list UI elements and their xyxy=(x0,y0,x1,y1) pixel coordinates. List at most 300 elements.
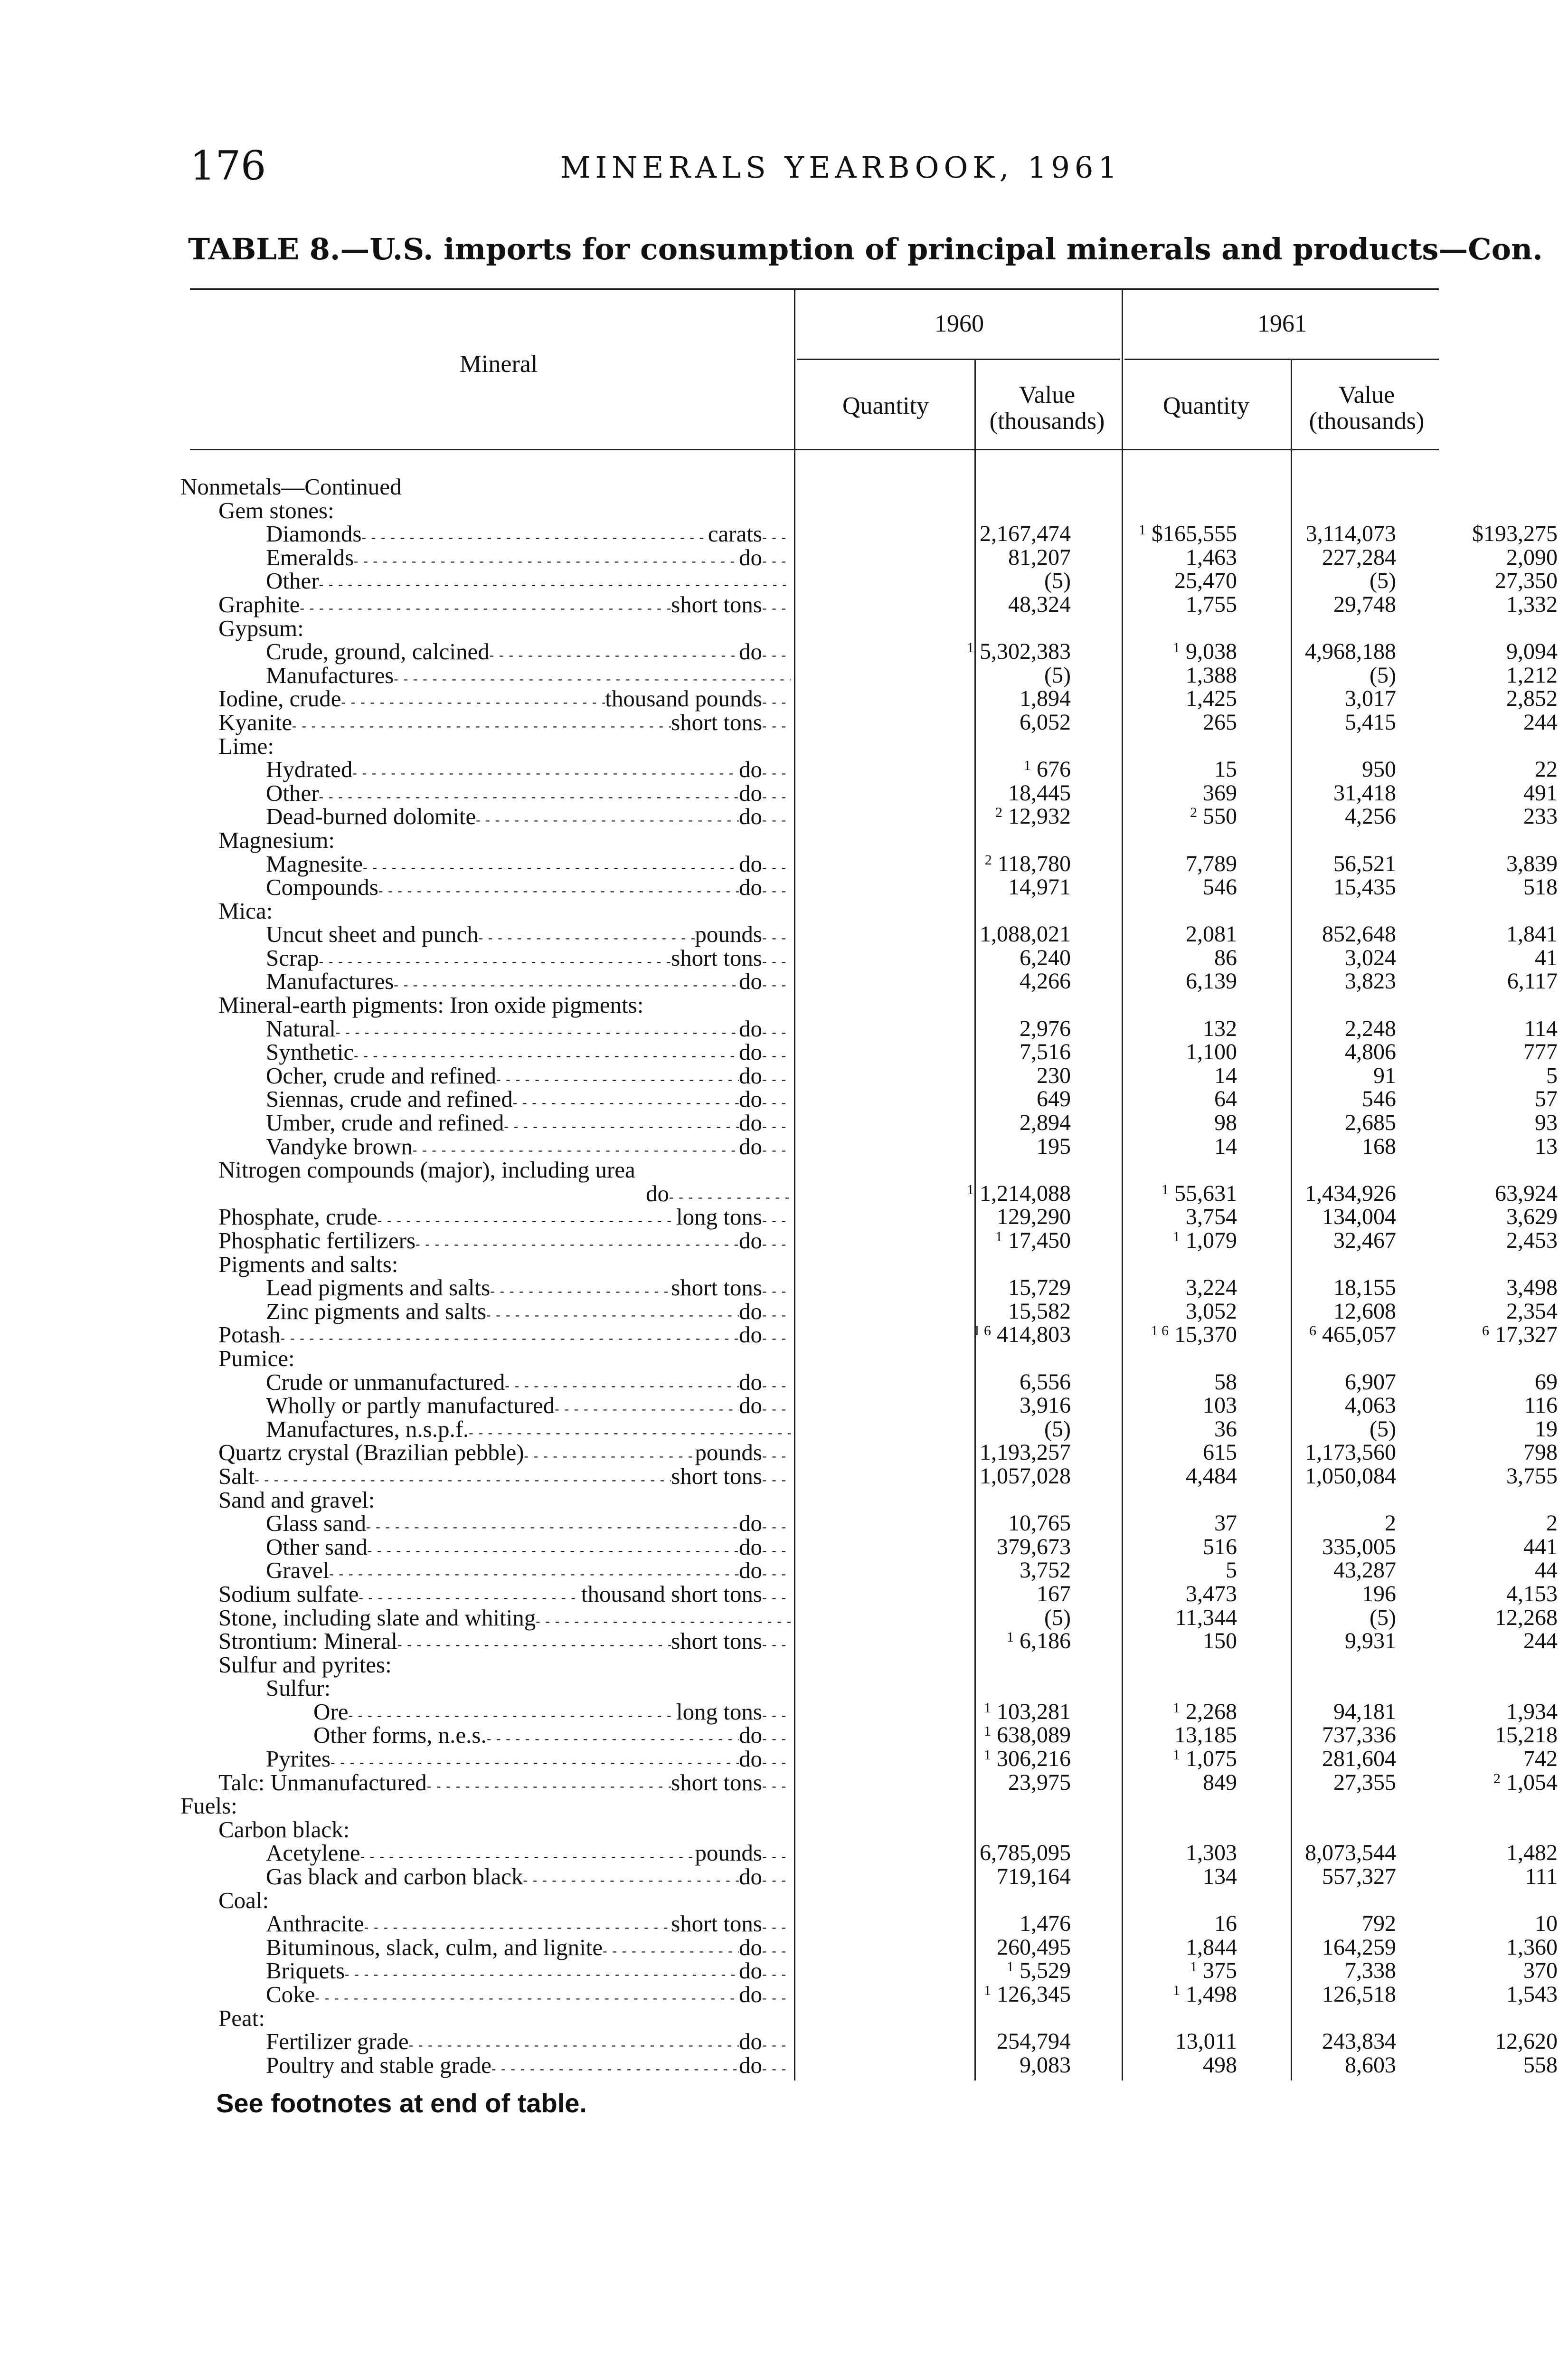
cell-quantity-1960: 7,516 xyxy=(1020,1039,1071,1065)
row-unit: pounds xyxy=(695,1840,762,1866)
row-unit: do xyxy=(739,1722,762,1748)
cell-value-1961: $^6$ 17,327 xyxy=(1482,1322,1558,1348)
cell-quantity-1960: 14,971 xyxy=(1008,874,1071,900)
row-label: Stone, including slate and whiting - - - xyxy=(218,1606,791,1630)
table-row xyxy=(180,921,1558,948)
row-label: Pumice: xyxy=(218,1345,295,1371)
cell-value-1961: 1,934 xyxy=(1506,1699,1558,1724)
cell-quantity-1961: 4,063 xyxy=(1345,1393,1396,1418)
cell-value-1960: 6,139 xyxy=(1186,969,1237,994)
row-label: Synthetic - - - do - - - xyxy=(266,1040,791,1064)
cell-value-1961: 5 xyxy=(1546,1063,1558,1088)
header-value-1960: Value (thousands) xyxy=(989,381,1105,435)
row-label: Mica: xyxy=(218,897,273,924)
cell-quantity-1960: 379,673 xyxy=(997,1534,1071,1559)
row-unit: do xyxy=(739,1227,762,1254)
row-label: Mineral-earth pigments: Iron oxide pigments: xyxy=(218,992,644,1018)
cell-quantity-1961: 126,518 xyxy=(1322,1982,1396,2007)
row-label: Quartz crystal (Brazilian pebble) - - - pounds - - - xyxy=(218,1441,791,1464)
cell-quantity-1961: 15,435 xyxy=(1333,874,1396,900)
table-row xyxy=(180,1769,1558,1796)
cell-quantity-1960: $^1$ 5,302,383 xyxy=(967,639,1071,665)
cell-value-1960: $^1$ 2,268 xyxy=(1173,1699,1237,1724)
cell-value-1961: 2 xyxy=(1546,1510,1558,1536)
cell-quantity-1960: $^1$ 17,450 xyxy=(995,1228,1071,1253)
cell-value-1960: 1,388 xyxy=(1186,662,1237,688)
row-unit: carats xyxy=(708,521,762,547)
cell-quantity-1961: 12,608 xyxy=(1333,1298,1396,1324)
row-unit: do xyxy=(739,2052,762,2078)
cell-quantity-1960: 4,266 xyxy=(1020,969,1071,994)
cell-value-1961: 2,090 xyxy=(1506,544,1558,570)
page-number: 176 xyxy=(190,142,266,189)
table-row xyxy=(180,850,1558,877)
row-label: Phosphate, crude - - - long tons - - - xyxy=(218,1205,791,1229)
cell-value-1960: 14 xyxy=(1214,1133,1237,1159)
cell-quantity-1961: 4,256 xyxy=(1345,804,1396,829)
cell-quantity-1961: 950 xyxy=(1362,757,1396,782)
cell-value-1960: 3,473 xyxy=(1186,1581,1237,1606)
table-row xyxy=(180,1392,1558,1419)
header-year-1960: 1960 xyxy=(935,310,984,337)
table-body xyxy=(180,474,1558,2078)
cell-quantity-1960: (5) xyxy=(1044,1416,1071,1442)
row-label: Fuels: xyxy=(180,1793,237,1819)
cell-quantity-1960: 230 xyxy=(1037,1063,1071,1088)
table-row xyxy=(180,1934,1558,1960)
table-row xyxy=(180,1533,1558,1560)
footnote-ref: 2 xyxy=(995,805,1002,821)
row-label: Bituminous, slack, culm, and lignite - - - do - - - xyxy=(266,1936,791,1959)
cell-value-1960: 37 xyxy=(1214,1510,1237,1536)
cell-quantity-1960: $^1$ 676 xyxy=(1024,757,1071,782)
table-row xyxy=(180,1698,1558,1725)
cell-value-1960: 103 xyxy=(1203,1393,1237,1418)
table-row xyxy=(180,1274,1558,1301)
year-subrule-1960 xyxy=(797,359,1120,360)
cell-quantity-1961: 134,004 xyxy=(1322,1204,1396,1230)
cell-value-1961: 12,268 xyxy=(1495,1605,1558,1630)
table-row xyxy=(180,1227,1558,1254)
cell-quantity-1960: 260,495 xyxy=(997,1934,1071,1960)
row-unit: do xyxy=(739,638,762,665)
row-label: Nitrogen compounds (major), including urea xyxy=(218,1157,635,1183)
row-unit: short tons xyxy=(671,944,762,971)
cell-quantity-1960: 129,290 xyxy=(997,1204,1071,1230)
footnote-ref: 1 xyxy=(1173,1747,1180,1763)
cell-quantity-1960: 15,582 xyxy=(1008,1298,1071,1324)
cell-quantity-1961: (5) xyxy=(1370,1416,1396,1442)
cell-quantity-1960: 9,083 xyxy=(1020,2052,1071,2078)
row-unit: do xyxy=(739,1981,762,2007)
footnote-ref: 1 xyxy=(967,1181,974,1197)
cell-value-1961: 244 xyxy=(1523,1628,1558,1654)
row-label: Other - - - xyxy=(266,569,791,593)
footnote-ref: 1 xyxy=(1162,1181,1169,1197)
table-row xyxy=(180,1580,1558,1607)
cell-quantity-1961: 3,017 xyxy=(1345,686,1396,712)
cell-quantity-1960: 2,976 xyxy=(1020,1016,1071,1041)
row-label: Strontium: Mineral - - - short tons - - - xyxy=(218,1629,791,1653)
cell-value-1961: 1,841 xyxy=(1506,922,1558,947)
cell-quantity-1960: 48,324 xyxy=(1008,591,1071,617)
row-label: Uncut sheet and punch - - - pounds - - - xyxy=(266,922,791,946)
cell-quantity-1960: $^1$ 126,345 xyxy=(984,1982,1071,2007)
footnote-ref: 1 xyxy=(984,1700,991,1716)
cell-value-1960: 1,844 xyxy=(1186,1934,1237,1960)
row-label: Glass sand - - - do - - - xyxy=(266,1511,791,1535)
cell-value-1961: 3,498 xyxy=(1506,1275,1558,1301)
table-row xyxy=(180,1722,1558,1748)
cell-quantity-1961: 3,024 xyxy=(1345,945,1396,970)
cell-quantity-1960: 10,765 xyxy=(1008,1510,1071,1536)
cell-value-1961: 441 xyxy=(1523,1534,1558,1559)
row-label: Other forms, n.e.s. - - - do - - - xyxy=(313,1723,791,1747)
table-row xyxy=(180,1110,1558,1136)
table-row xyxy=(180,828,1439,852)
cell-value-1960: 25,470 xyxy=(1174,568,1237,594)
cell-value-1960: 546 xyxy=(1203,874,1237,900)
cell-quantity-1961: (5) xyxy=(1370,662,1396,688)
row-label: Coke - - - do - - - xyxy=(266,1983,791,2006)
cell-quantity-1960: $^1$ 306,216 xyxy=(984,1746,1071,1772)
cell-quantity-1960: (5) xyxy=(1044,1605,1071,1630)
table-row xyxy=(180,662,1558,688)
cell-quantity-1960: 3,752 xyxy=(1020,1558,1071,1583)
cell-quantity-1960: $^1$ 6,186 xyxy=(1007,1628,1071,1654)
cell-quantity-1961: 1,173,560 xyxy=(1305,1440,1396,1465)
table-row xyxy=(180,2006,1439,2030)
row-unit: short tons xyxy=(671,1463,762,1489)
cell-value-1961: 370 xyxy=(1523,1958,1558,1984)
row-unit: pounds xyxy=(695,1439,762,1466)
cell-value-1961: 6,117 xyxy=(1507,969,1558,994)
cell-quantity-1961: (5) xyxy=(1370,1605,1396,1630)
footnote-ref: 2 xyxy=(1190,805,1197,821)
row-unit: do xyxy=(739,1015,762,1042)
cell-quantity-1961: 557,327 xyxy=(1322,1864,1396,1890)
cell-value-1960: 13,185 xyxy=(1174,1722,1237,1748)
row-unit: short tons xyxy=(671,1628,762,1654)
cell-quantity-1960: 81,207 xyxy=(1008,544,1071,570)
footnote-note: See footnotes at end of table. xyxy=(216,2088,587,2118)
row-label: Siennas, crude and refined - - - do - - - xyxy=(266,1087,791,1111)
row-unit: do xyxy=(739,1110,762,1136)
row-label: Wholly or partly manufactured - - - do - - - xyxy=(266,1394,791,1417)
row-label: Vandyke brown - - - do - - - xyxy=(266,1135,791,1159)
row-label: Salt - - - short tons - - - xyxy=(218,1464,791,1488)
row-unit: do xyxy=(739,1863,762,1890)
cell-value-1961: 93 xyxy=(1535,1110,1558,1136)
row-unit: long tons xyxy=(676,1698,762,1725)
table-row xyxy=(180,2028,1558,2055)
cell-value-1961: 63,924 xyxy=(1495,1180,1558,1206)
row-unit: do xyxy=(739,544,762,570)
cell-value-1961: 69 xyxy=(1535,1369,1558,1395)
footnote-ref: 6 xyxy=(1482,1323,1489,1339)
row-unit: short tons xyxy=(671,1769,762,1796)
cell-value-1960: 498 xyxy=(1203,2052,1237,2078)
footnote-ref: 1 xyxy=(1173,1229,1180,1244)
cell-value-1961: 742 xyxy=(1523,1746,1558,1772)
cell-value-1961: 44 xyxy=(1535,1558,1558,1583)
cell-value-1960: $^1$ 1,075 xyxy=(1173,1746,1237,1772)
cell-value-1961: 558 xyxy=(1523,2052,1558,2078)
table-row xyxy=(180,1347,1439,1370)
row-unit: do xyxy=(739,2028,762,2055)
table-row xyxy=(180,1463,1558,1489)
table-row xyxy=(180,2052,1558,2078)
row-unit: do xyxy=(739,850,762,877)
cell-value-1961: 22 xyxy=(1535,757,1558,782)
footnote-ref: 1 6 xyxy=(1151,1323,1169,1339)
row-unit: do xyxy=(739,1392,762,1419)
cell-value-1961: 3,755 xyxy=(1506,1463,1558,1489)
cell-value-1960: 11,344 xyxy=(1175,1605,1237,1630)
cell-quantity-1960: 1,193,257 xyxy=(980,1440,1071,1465)
cell-quantity-1961: 227,284 xyxy=(1322,544,1396,570)
cell-value-1961: 4,153 xyxy=(1506,1581,1558,1606)
row-label: Other - - - do - - - xyxy=(266,781,791,805)
table-row xyxy=(180,1794,1439,1818)
table-row xyxy=(180,1557,1558,1584)
cell-quantity-1960: 3,916 xyxy=(1020,1393,1071,1418)
table-row xyxy=(180,899,1439,923)
cell-value-1960: 3,754 xyxy=(1186,1204,1237,1230)
row-label: Crude or unmanufactured - - - do - - - xyxy=(266,1370,791,1394)
footnote-ref: 1 xyxy=(1024,758,1031,774)
cell-value-1960: 64 xyxy=(1214,1086,1237,1112)
table-row xyxy=(180,685,1558,712)
cell-quantity-1960: 6,785,095 xyxy=(980,1840,1071,1866)
cell-value-1960: 2,081 xyxy=(1186,922,1237,947)
table-row xyxy=(180,1628,1558,1654)
cell-quantity-1961: 5,415 xyxy=(1345,709,1396,735)
row-label: Gypsum: xyxy=(218,615,304,641)
cell-quantity-1961: 43,287 xyxy=(1333,1558,1396,1583)
row-unit: long tons xyxy=(676,1204,762,1230)
row-label: Peat: xyxy=(218,2004,265,2031)
cell-value-1961: 15,218 xyxy=(1495,1722,1558,1748)
table-row xyxy=(180,874,1558,901)
cell-value-1960: 4,484 xyxy=(1186,1463,1237,1489)
cell-value-1961: 233 xyxy=(1523,804,1558,829)
cell-quantity-1960: 649 xyxy=(1037,1086,1071,1112)
cell-quantity-1961: 27,355 xyxy=(1333,1769,1396,1795)
cell-value-1960: 98 xyxy=(1214,1110,1237,1136)
cell-quantity-1960: (5) xyxy=(1044,568,1071,594)
footnote-ref: 1 xyxy=(1190,1959,1197,1975)
row-unit: do xyxy=(739,1510,762,1537)
footnote-ref: 2 xyxy=(1493,1770,1501,1786)
row-label: Dead-burned dolomite - - - do - - - xyxy=(266,805,791,828)
row-unit: do xyxy=(739,756,762,783)
cell-value-1960: 15 xyxy=(1214,757,1237,782)
cell-value-1960: 849 xyxy=(1203,1769,1237,1795)
cell-quantity-1961: $^6$ 465,057 xyxy=(1309,1322,1396,1348)
row-label: Phosphatic fertilizers - - - do - - - xyxy=(218,1229,791,1253)
table-row xyxy=(180,779,1558,806)
cell-quantity-1961: 8,073,544 xyxy=(1305,1840,1396,1866)
row-label: Hydrated - - - do - - - xyxy=(266,758,791,781)
header-bottom-rule xyxy=(190,449,1439,450)
row-label: Pyrites - - - do - - - xyxy=(266,1747,791,1771)
cell-value-1960: 5 xyxy=(1226,1558,1237,1583)
cell-value-1961: 19 xyxy=(1535,1416,1558,1442)
cell-quantity-1961: 737,336 xyxy=(1322,1722,1396,1748)
cell-value-1961: 2,852 xyxy=(1506,686,1558,712)
table-row xyxy=(180,1439,1558,1466)
cell-value-1960: $^1$ 375 xyxy=(1190,1958,1237,1984)
cell-value-1961: 1,482 xyxy=(1506,1840,1558,1866)
row-unit: do xyxy=(739,1746,762,1772)
cell-quantity-1960: $^1$ 1,214,088 xyxy=(967,1180,1071,1206)
table-row xyxy=(180,1910,1558,1937)
footnote-ref: 1 xyxy=(1173,1700,1180,1716)
header-quantity-1961: Quantity xyxy=(1163,392,1249,419)
row-unit: do xyxy=(739,1298,762,1324)
table-row xyxy=(180,1253,1439,1276)
cell-quantity-1961: 281,604 xyxy=(1322,1746,1396,1772)
footnote-ref: 1 xyxy=(984,1747,991,1763)
cell-quantity-1960: $^1$ 103,281 xyxy=(984,1699,1071,1724)
cell-value-1961: 3,629 xyxy=(1506,1204,1558,1230)
row-label: Potash - - - do - - - xyxy=(218,1323,791,1347)
table-row xyxy=(180,1488,1439,1512)
footnote-ref: 1 xyxy=(1173,1983,1180,1998)
cell-quantity-1961: 8,603 xyxy=(1345,2052,1396,2078)
cell-value-1961: 1,212 xyxy=(1506,662,1558,688)
table-row xyxy=(180,521,1558,547)
row-label: Gravel - - - do - - - xyxy=(266,1558,791,1582)
row-unit: do xyxy=(739,1039,762,1065)
table-row xyxy=(180,1604,1558,1631)
table-row xyxy=(180,1157,1558,1206)
row-unit: do xyxy=(739,1321,762,1348)
cell-quantity-1960: 1,476 xyxy=(1020,1911,1071,1937)
table-row xyxy=(180,1086,1558,1112)
row-unit: do xyxy=(739,803,762,830)
cell-value-1960: 3,224 xyxy=(1186,1275,1237,1301)
cell-value-1960: 3,052 xyxy=(1186,1298,1237,1324)
cell-quantity-1960: 6,052 xyxy=(1020,709,1071,735)
table-row xyxy=(180,1981,1558,2007)
row-label: Poultry and stable grade - - - do - - - xyxy=(266,2053,791,2077)
row-label: Briquets - - - do - - - xyxy=(266,1959,791,1983)
cell-quantity-1961: 1,050,084 xyxy=(1305,1463,1396,1489)
table-row xyxy=(180,1204,1558,1230)
cell-value-1960: 132 xyxy=(1203,1016,1237,1041)
table-row xyxy=(180,591,1558,618)
table-top-rule xyxy=(190,288,1439,290)
cell-value-1961: $193,275 xyxy=(1472,521,1558,547)
row-label: Talc: Unmanufactured - - - short tons - - - xyxy=(218,1771,791,1795)
row-unit: do xyxy=(739,1133,762,1159)
row-label: Sodium sulfate - - - thousand short tons - - - xyxy=(218,1582,791,1606)
cell-value-1960: 58 xyxy=(1214,1369,1237,1395)
footnote-ref: 6 xyxy=(1309,1323,1316,1339)
footnote-ref: 1 xyxy=(1007,1959,1014,1975)
cell-quantity-1961: 335,005 xyxy=(1322,1534,1396,1559)
cell-quantity-1961: 4,968,188 xyxy=(1305,639,1396,665)
cell-value-1961: 2,453 xyxy=(1506,1228,1558,1253)
row-label: Nonmetals—Continued xyxy=(180,474,402,500)
footnote-ref: 1 xyxy=(1139,522,1146,538)
cell-value-1960: 36 xyxy=(1214,1416,1237,1442)
row-label: Umber, crude and refined - - - do - - - xyxy=(266,1111,791,1135)
cell-quantity-1961: 29,748 xyxy=(1333,591,1396,617)
table-row xyxy=(180,1133,1558,1159)
cell-quantity-1961: 9,931 xyxy=(1345,1628,1396,1654)
cell-quantity-1961: 164,259 xyxy=(1322,1934,1396,1960)
cell-value-1960: 265 xyxy=(1203,709,1237,735)
cell-quantity-1961: 3,823 xyxy=(1345,969,1396,994)
cell-quantity-1960: 2,894 xyxy=(1020,1110,1071,1136)
footnote-ref: 1 xyxy=(984,1983,991,1998)
table-row xyxy=(180,803,1558,830)
table-row xyxy=(180,1863,1558,1890)
cell-value-1961: 1,332 xyxy=(1506,591,1558,617)
cell-value-1961: 1,360 xyxy=(1506,1934,1558,1960)
row-label: Iodine, crude - - - thousand pounds - - - xyxy=(218,687,791,711)
cell-quantity-1960: $^1$ 638,089 xyxy=(984,1722,1071,1748)
cell-value-1960: 14 xyxy=(1214,1063,1237,1088)
cell-quantity-1961: 18,155 xyxy=(1333,1275,1396,1301)
table-row xyxy=(180,1510,1558,1537)
table-row xyxy=(180,944,1558,971)
cell-value-1960: $^{1 6}$ 15,370 xyxy=(1151,1322,1237,1348)
cell-quantity-1960: 23,975 xyxy=(1008,1769,1071,1795)
cell-quantity-1961: 1,434,926 xyxy=(1305,1180,1396,1206)
cell-value-1961: 111 xyxy=(1525,1864,1558,1890)
cell-quantity-1960: 6,556 xyxy=(1020,1369,1071,1395)
table-row xyxy=(180,475,1439,499)
row-label: Diamonds - - - carats - - - xyxy=(266,522,791,546)
cell-value-1961: 777 xyxy=(1523,1039,1558,1065)
cell-value-1961: 10 xyxy=(1535,1911,1558,1937)
year-subrule-1961 xyxy=(1124,359,1439,360)
row-label: Emeralds - - - do - - - xyxy=(266,546,791,570)
footnote-ref: 2 xyxy=(984,852,992,868)
cell-value-1960: 86 xyxy=(1214,945,1237,970)
cell-quantity-1961: 32,467 xyxy=(1333,1228,1396,1253)
cell-quantity-1961: 56,521 xyxy=(1333,851,1396,876)
cell-value-1960: 1,463 xyxy=(1186,544,1237,570)
row-unit: thousand short tons xyxy=(581,1580,762,1607)
row-label: Carbon black: xyxy=(218,1816,350,1843)
cell-value-1960: 134 xyxy=(1203,1864,1237,1890)
cell-quantity-1960: 254,794 xyxy=(997,2029,1071,2054)
cell-quantity-1960: 1,057,028 xyxy=(980,1463,1071,1489)
cell-value-1961: 1,543 xyxy=(1506,1982,1558,2007)
row-label: Kyanite - - - short tons - - - xyxy=(218,711,791,734)
table-row xyxy=(180,709,1558,735)
cell-value-1960: $^1$ 9,038 xyxy=(1173,639,1237,665)
footnote-ref: 1 xyxy=(1173,640,1180,656)
cell-value-1961: 13 xyxy=(1535,1133,1558,1159)
row-label: Crude, ground, calcined - - - do - - - xyxy=(266,640,791,664)
row-label: Compounds - - - do - - - xyxy=(266,875,791,899)
cell-value-1961: 57 xyxy=(1535,1086,1558,1112)
row-unit: short tons xyxy=(671,1910,762,1937)
cell-value-1961: 244 xyxy=(1523,709,1558,735)
cell-quantity-1961: 2 xyxy=(1385,1510,1396,1536)
row-unit: do xyxy=(739,1533,762,1560)
row-unit: do xyxy=(739,1957,762,1984)
cell-quantity-1961: 3,114,073 xyxy=(1305,521,1396,547)
cell-value-1961: $^2$ 1,054 xyxy=(1493,1769,1558,1795)
cell-quantity-1960: 1,894 xyxy=(1020,686,1071,712)
